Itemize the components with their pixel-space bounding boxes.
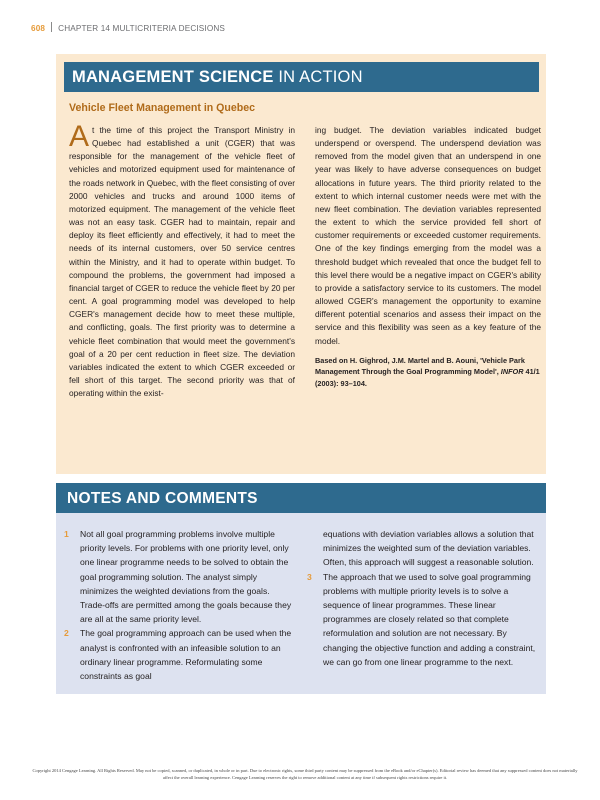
note-item — [64, 527, 293, 626]
drop-cap: A — [69, 120, 90, 153]
note-number: 1 — [64, 529, 69, 539]
chapter-title: CHAPTER 14 MULTICRITERIA DECISIONS — [58, 24, 226, 33]
notes-column-right — [307, 527, 536, 683]
copyright-notice: Copyright 2014 Cengage Learning. All Rights Reserved. May not be copied, scanned, or duplicated, in whole or in part. Due to electronic rights, some third party content may be suppressed from the eBook and/or eChapter(s). Editorial review has deemed that any suppressed content does not materially affect the overall learning experience. Cengage Learning reserves the right to remove additional content at any time if subsequent rights restrictions require it. — [32, 768, 578, 781]
notes-comments-title: NOTES AND COMMENTS — [56, 483, 546, 513]
running-header — [31, 22, 225, 33]
notes-comments-box — [56, 483, 546, 694]
note-number: 2 — [64, 628, 69, 639]
note-number: 3 — [307, 571, 312, 582]
management-science-title — [64, 62, 539, 92]
article-text-left: t the time of this project the Transport Ministry in Quebec had established a unit (CGER) that was responsible for the management of the vehicle fleet of vehicles and motorized equipment used for maintenance of the roads network in Quebec, with the fleet consisting of over 2000 vehicles and trucks and around 1000 items of motorized equipment. The management of the vehicle fleet was not an easy task. CGER had to maintain, repair and deploy its fleet efficiently and effectively, it had to meet the needs of its internal customers, over 50 service centres within the Ministry, and it had to operate within budget. To compound the problems, the government had imposed a financial target of CGER to reduce the vehicle fleet by 20 per cent. A goal programming model was developed to help CGER's management decide how to meet these multiple, and conflicting, goals. The first priority was to determine a vehicle fleet combination that would meet the government's goal of a 20 per cent reduction in fleet size. The deviation variables indicated the extent to which CGER exceeded or fell short of this target. The second priority was that of operating within the exist- — [69, 125, 295, 399]
credit-text: Based on H. Gighrod, J.M. Martel and B. Aouni, 'Vehicle Park Management Through the Goal Programming Model', — [315, 355, 525, 377]
note-item — [64, 626, 293, 683]
article-body — [69, 120, 541, 400]
article-text-right: ing budget. The deviation variables indicated budget underspend or overspend. The underspend deviation was removed from the model given that an underspend in one year was likely to have adverse consequences on budget allocations in future years. The third priority related to the extent to which internal customer needs were met with the new fleet combination. The deviation variables represented the extent to which the service provided fell short of customer requirements or exceeded customer requirements. One of the key findings emerging from the model was a threshold budget which revealed that once the budget fell to this level there would be a negative impact on CGER's ability to provide a satisfactory service to its customers. The model allowed CGER's management the opportunity to examine different potential scenarios and assess their impact on the service and this flexibility was seen as a key feature of the model. — [315, 125, 541, 346]
article-column-right — [315, 124, 541, 400]
note-item — [307, 570, 536, 669]
header-divider — [51, 22, 52, 32]
page-number: 608 — [31, 24, 46, 33]
credit-journal: INFOR — [500, 367, 524, 377]
article-subtitle: Vehicle Fleet Management in Quebec — [69, 102, 256, 114]
ms-title-bold: MANAGEMENT SCIENCE — [72, 68, 274, 86]
article-credit — [315, 355, 541, 390]
ms-title-rest: IN ACTION — [273, 68, 363, 86]
notes-column-left — [64, 527, 293, 683]
note-text: The approach that we used to solve goal programming problems with multiple priority levels is to solve a sequence of linear programmes. These linear programmes are closely related so that complete reformulation and solution are not necessary. By changing the objective function and adding a constraint, we can go from one linear programme to the next. — [323, 571, 536, 667]
management-science-box — [56, 54, 546, 474]
note-text: Not all goal programming problems involve multiple priority levels. For problems with one priority level, only one linear programme needs to be solved to obtain the goal programming solution. The analyst simply minimizes the weighted deviations from the goals. Trade-offs are permitted among the goals because they are all at the same priority level. — [80, 529, 292, 625]
note-text: The goal programming approach can be used when the analyst is confronted with an infeasible solution to an ordinary linear programme. Reformulating some constraints as goal — [80, 628, 292, 682]
notes-body — [64, 527, 536, 683]
article-column-left — [69, 120, 295, 400]
note-continuation: equations with deviation variables allows a solution that minimizes the weighted sum of the deviation variables. Often, this approach will suggest a reasonable solution. — [323, 529, 534, 568]
credit-citation: 41/1 (2003): 93–104. — [315, 367, 540, 388]
